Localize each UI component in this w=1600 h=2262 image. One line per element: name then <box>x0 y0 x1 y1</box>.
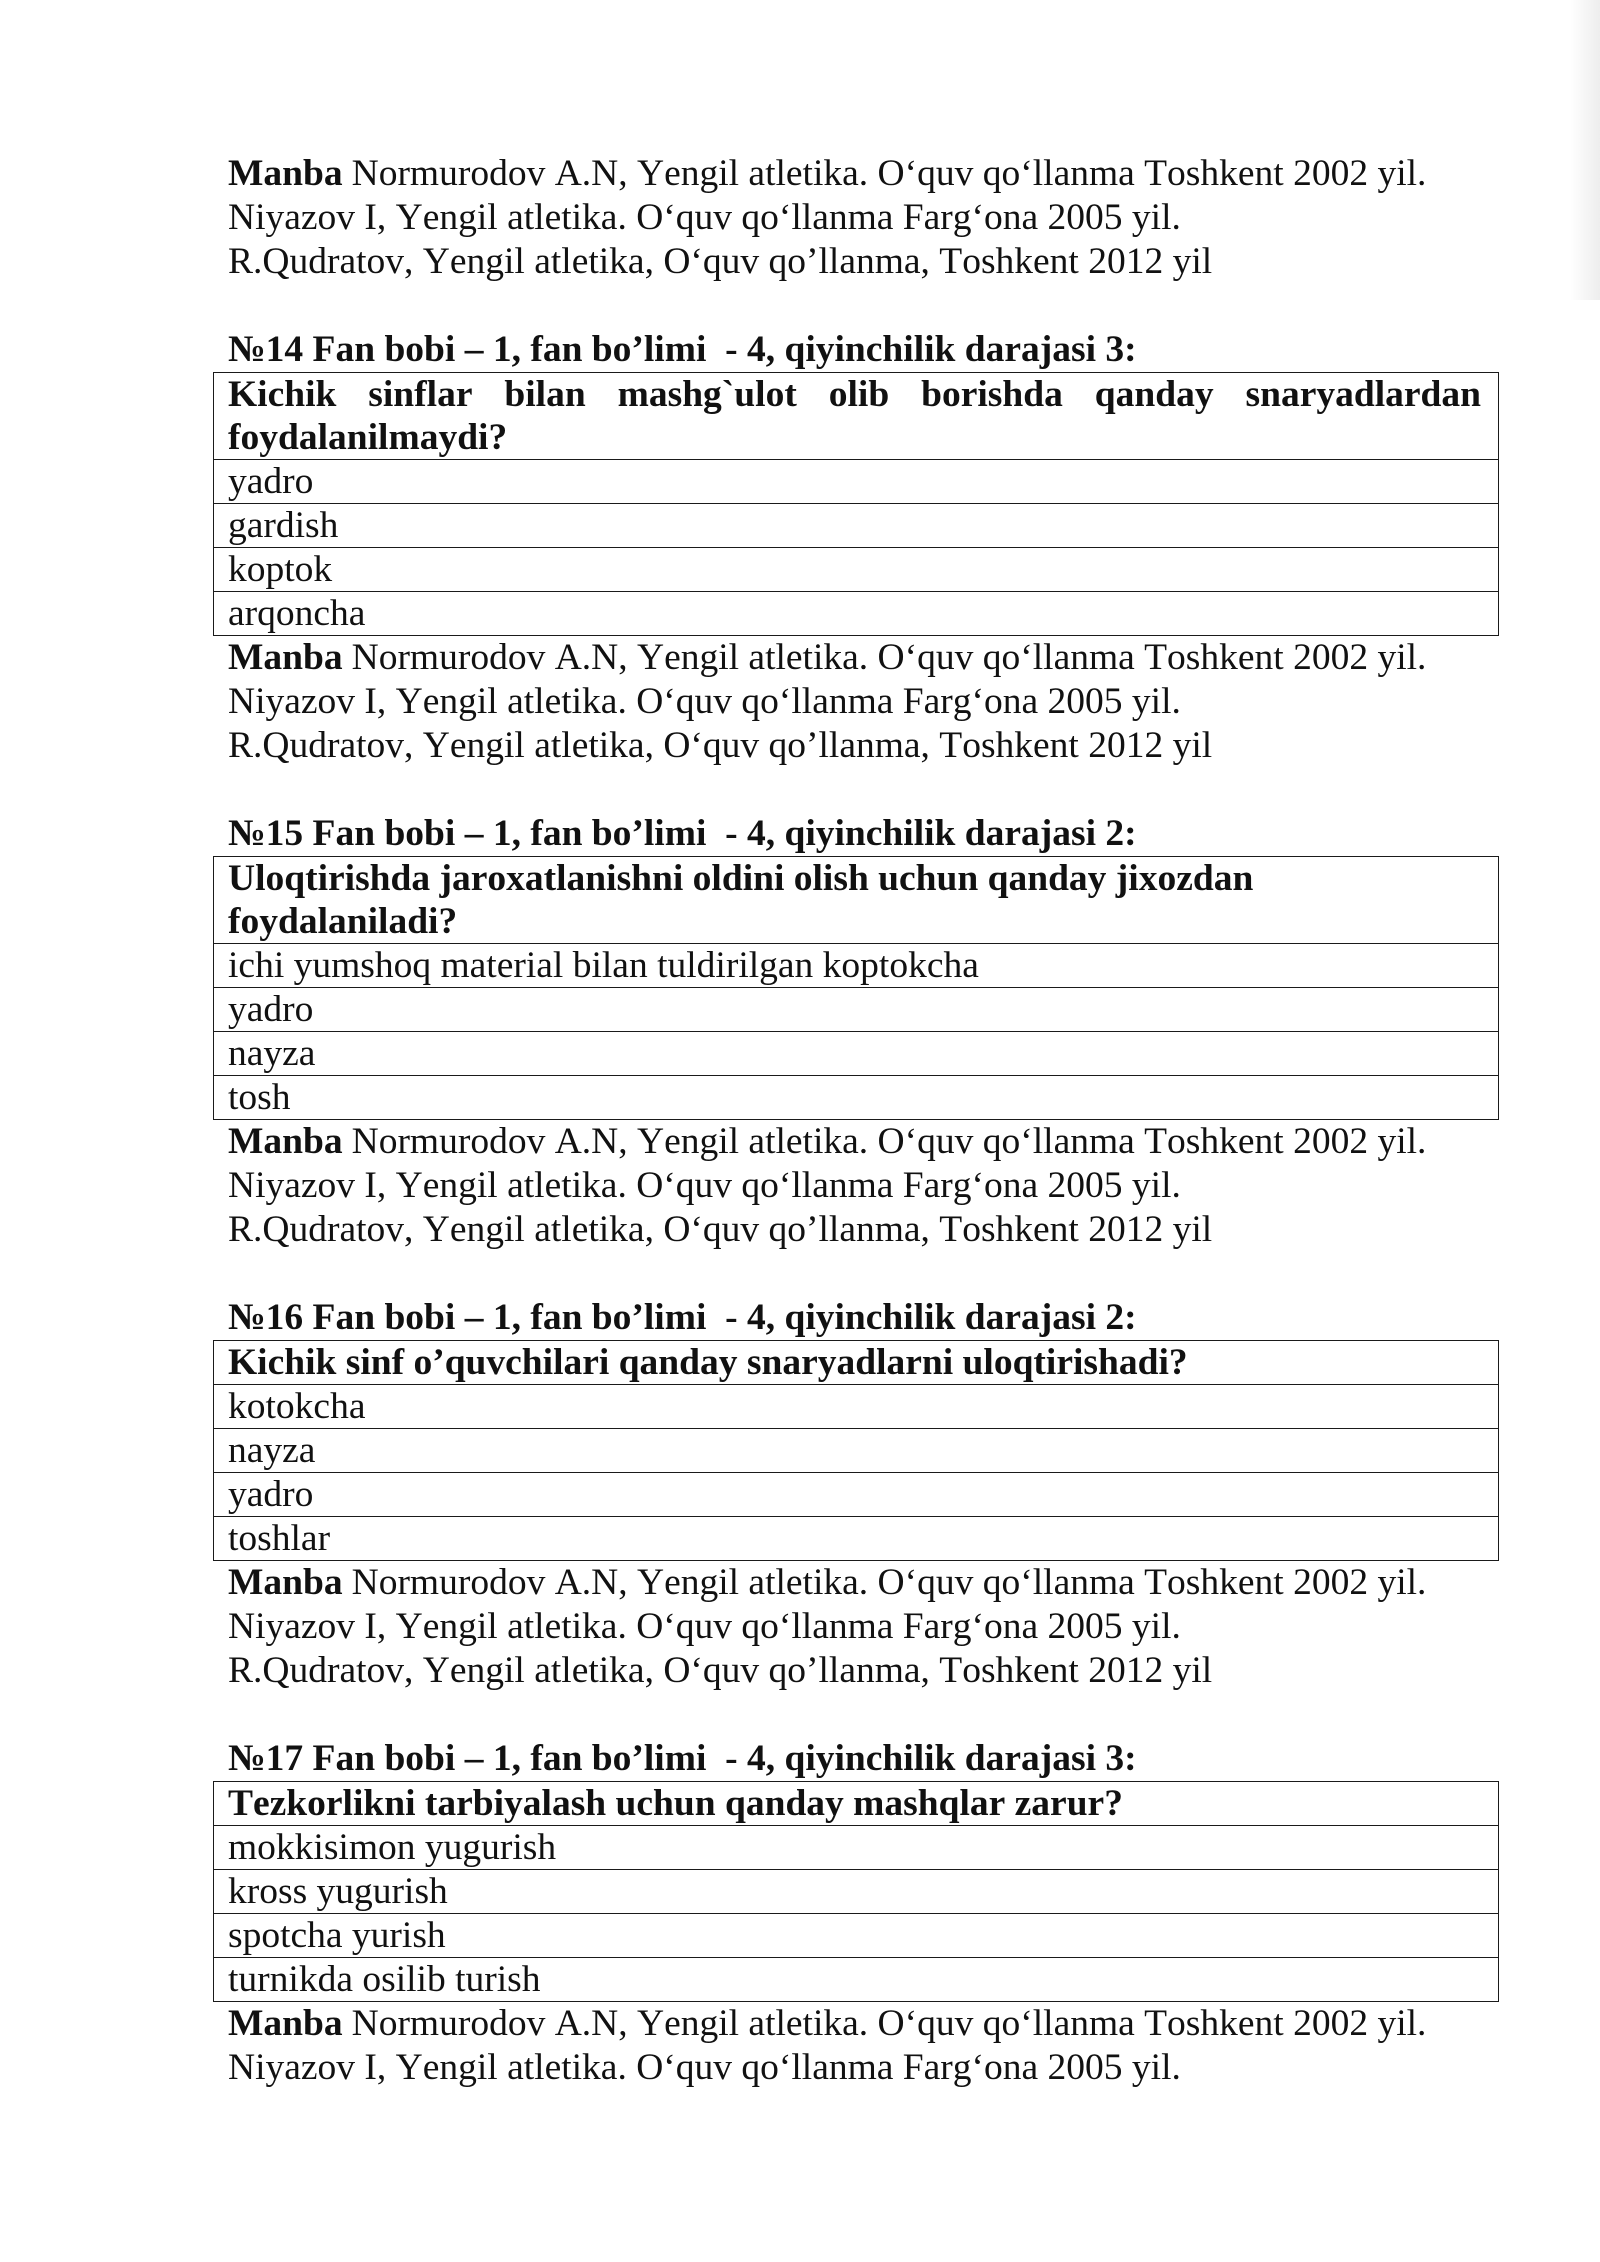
question-heading: №14 Fan bobi – 1, fan bo’limi - 4, qiyinchilik darajasi 3: <box>228 329 1137 370</box>
option-row <box>214 1032 1499 1076</box>
answer-option: nayza <box>214 1032 1499 1076</box>
source-line <box>213 1561 1499 1605</box>
option-row <box>214 944 1499 988</box>
question-text: Kichik sinf o’quvchilari qanday snaryadlarni uloqtirishadi? <box>214 1341 1499 1385</box>
question-block-15 <box>213 812 1499 1296</box>
question-block-16 <box>213 1296 1499 1737</box>
question-row <box>214 1341 1499 1385</box>
source-line <box>213 152 1499 196</box>
option-row <box>214 504 1499 548</box>
spacer <box>213 1252 1499 1296</box>
source-label: Manba <box>228 1121 343 1162</box>
source-text: Normurodov A.N, Yengil atletika. O‘quv qo‘llanma Toshkent 2002 yil. <box>351 153 1427 194</box>
source-block <box>213 636 1499 768</box>
source-line: R.Qudratov, Yengil atletika, O‘quv qo’llanma, Toshkent 2012 yil <box>228 1209 1213 1250</box>
spacer <box>213 1693 1499 1737</box>
answer-option: yadro <box>214 1473 1499 1517</box>
source-line: Niyazov I, Yengil atletika. O‘quv qo‘llanma Farg‘ona 2005 yil. <box>228 1165 1181 1206</box>
option-row <box>214 988 1499 1032</box>
source-label: Manba <box>228 637 343 678</box>
source-line <box>213 636 1499 680</box>
source-line: R.Qudratov, Yengil atletika, O‘quv qo’llanma, Toshkent 2012 yil <box>228 1650 1213 1691</box>
answer-option: tosh <box>214 1076 1499 1120</box>
answer-option: turnikda osilib turish <box>214 1958 1499 2002</box>
source-text: Normurodov A.N, Yengil atletika. O‘quv qo‘llanma Toshkent 2002 yil. <box>351 2003 1427 2044</box>
answer-option: kross yugurish <box>214 1870 1499 1914</box>
question-heading: №15 Fan bobi – 1, fan bo’limi - 4, qiyinchilik darajasi 2: <box>228 813 1137 854</box>
question-table <box>213 372 1499 636</box>
answer-option: gardish <box>214 504 1499 548</box>
option-row <box>214 1958 1499 2002</box>
option-row <box>214 1385 1499 1429</box>
page-edge-shadow <box>1570 0 1600 300</box>
question-text: Tezkorlikni tarbiyalash uchun qanday mashqlar zarur? <box>214 1782 1499 1826</box>
source-line: Niyazov I, Yengil atletika. O‘quv qo‘llanma Farg‘ona 2005 yil. <box>228 197 1181 238</box>
question-text: Kichik sinflar bilan mashg`ulot olib borishda qanday snaryadlardan foydalanilmaydi? <box>214 373 1499 460</box>
question-table <box>213 1340 1499 1561</box>
question-row <box>214 373 1499 460</box>
option-row <box>214 1914 1499 1958</box>
option-row <box>214 1429 1499 1473</box>
answer-option: toshlar <box>214 1517 1499 1561</box>
option-row <box>214 1076 1499 1120</box>
source-text: Normurodov A.N, Yengil atletika. O‘quv qo‘llanma Toshkent 2002 yil. <box>351 1121 1427 1162</box>
answer-option: yadro <box>214 988 1499 1032</box>
answer-option: nayza <box>214 1429 1499 1473</box>
answer-option: yadro <box>214 460 1499 504</box>
source-line: Niyazov I, Yengil atletika. O‘quv qo‘llanma Farg‘ona 2005 yil. <box>228 2047 1181 2088</box>
question-row <box>214 857 1499 944</box>
spacer <box>213 768 1499 812</box>
spacer <box>213 284 1499 328</box>
answer-option: koptok <box>214 548 1499 592</box>
option-row <box>214 1870 1499 1914</box>
option-row <box>214 548 1499 592</box>
question-table <box>213 1781 1499 2002</box>
option-row <box>214 1517 1499 1561</box>
preceding-source-block <box>213 152 1499 284</box>
answer-option: spotcha yurish <box>214 1914 1499 1958</box>
source-block <box>213 2002 1499 2090</box>
answer-option: kotokcha <box>214 1385 1499 1429</box>
option-row <box>214 592 1499 636</box>
source-line <box>213 1120 1499 1164</box>
source-label: Manba <box>228 153 343 194</box>
question-block-17 <box>213 1737 1499 2090</box>
question-heading: №16 Fan bobi – 1, fan bo’limi - 4, qiyinchilik darajasi 2: <box>228 1297 1137 1338</box>
source-line: Niyazov I, Yengil atletika. O‘quv qo‘llanma Farg‘ona 2005 yil. <box>228 1606 1181 1647</box>
option-row <box>214 1826 1499 1870</box>
source-line: R.Qudratov, Yengil atletika, O‘quv qo’llanma, Toshkent 2012 yil <box>228 241 1213 282</box>
source-line: Niyazov I, Yengil atletika. O‘quv qo‘llanma Farg‘ona 2005 yil. <box>228 681 1181 722</box>
source-label: Manba <box>228 2003 343 2044</box>
question-heading: №17 Fan bobi – 1, fan bo’limi - 4, qiyinchilik darajasi 3: <box>228 1738 1137 1779</box>
source-block <box>213 1561 1499 1693</box>
answer-option: mokkisimon yugurish <box>214 1826 1499 1870</box>
source-block <box>213 1120 1499 1252</box>
answer-option: ichi yumshoq material bilan tuldirilgan koptokcha <box>214 944 1499 988</box>
source-label: Manba <box>228 1562 343 1603</box>
answer-option: arqoncha <box>214 592 1499 636</box>
question-block-14 <box>213 328 1499 812</box>
option-row <box>214 460 1499 504</box>
source-line <box>213 2002 1499 2046</box>
document-body <box>213 152 1499 2090</box>
question-row <box>214 1782 1499 1826</box>
option-row <box>214 1473 1499 1517</box>
question-table <box>213 856 1499 1120</box>
question-text: Uloqtirishda jaroxatlanishni oldini olish uchun qanday jixozdan foydalaniladi? <box>214 857 1499 944</box>
source-line: R.Qudratov, Yengil atletika, O‘quv qo’llanma, Toshkent 2012 yil <box>228 725 1213 766</box>
source-text: Normurodov A.N, Yengil atletika. O‘quv qo‘llanma Toshkent 2002 yil. <box>351 637 1427 678</box>
source-text: Normurodov A.N, Yengil atletika. O‘quv qo‘llanma Toshkent 2002 yil. <box>351 1562 1427 1603</box>
